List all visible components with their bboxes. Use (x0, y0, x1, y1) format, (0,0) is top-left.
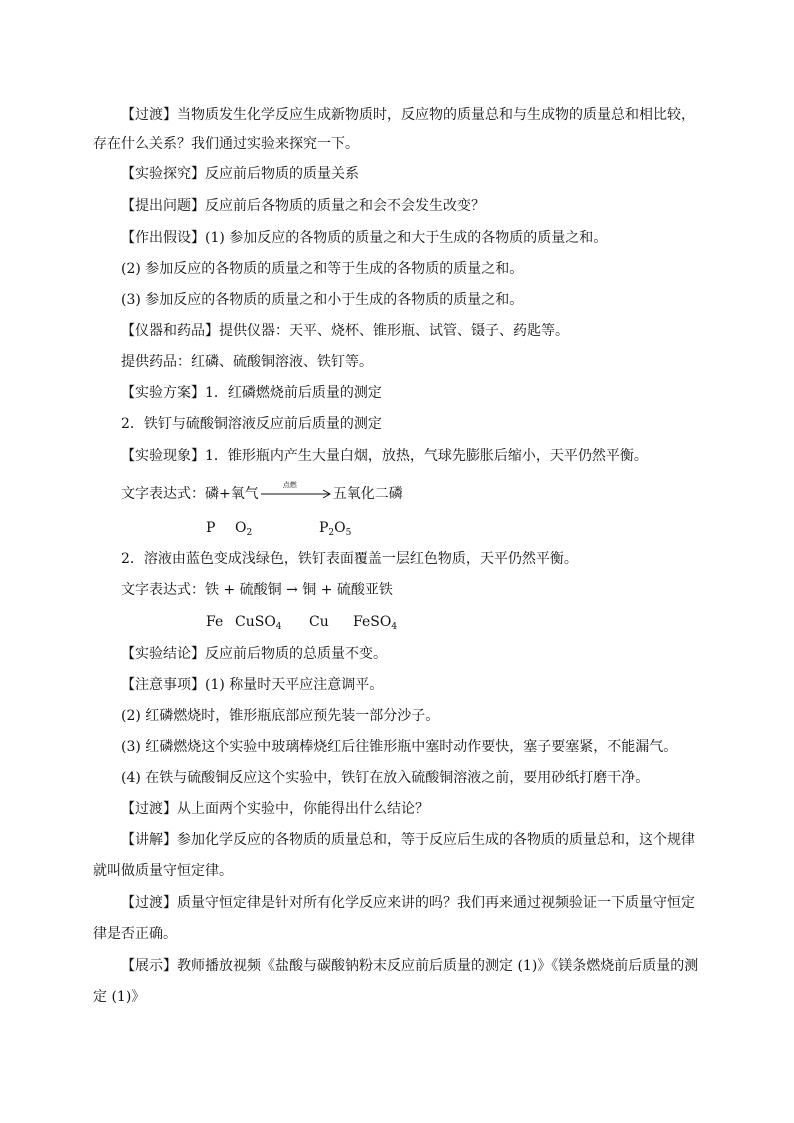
eq1-formula-p2o5 (319, 518, 351, 540)
eq1-prefix: 文字表达式： (121, 486, 205, 502)
eq2-formula-fe: Fe (206, 614, 224, 630)
cuso4-base: CuSO (235, 614, 276, 630)
display: 【展示】教师播放视频《盐酸与碳酸钠粉末反应前后质量的测定 (1)》《镁条燃烧前后质量的测 (121, 958, 699, 974)
explanation: 【讲解】参加化学反应的各物质的质量总和，等于反应后生成的各物质的质量总和，这个规律 (121, 832, 695, 848)
paragraph-transition-1: 【过渡】当物质发生化学反应生成新物质时，反应物的质量总和与生成物的质量总和相比较， (121, 107, 695, 123)
p2-base: P (319, 520, 329, 536)
paragraph-transition-1-cont: 存在什么关系？我们通过实验来探究一下。 (93, 136, 359, 152)
hypothesis-1: 【作出假设】(1) 参加反应的各物质的质量之和大于生成的各物质的质量之和。 (121, 230, 608, 246)
note-3: (3) 红磷燃烧这个实验中玻璃棒烧红后往锥形瓶中塞时动作要快，塞子要塞紧，不能漏气。 (121, 739, 678, 755)
o5-sub: 5 (345, 528, 352, 538)
phenomenon-2: 2．溶液由蓝色变成浅绿色，铁钉表面覆盖一层红色物质，天平仍然平衡。 (121, 551, 578, 567)
plan-2: 2．铁钉与硫酸铜溶液反应前后质量的测定 (121, 416, 382, 432)
word-equation-2: 文字表达式：铁 + 硫酸铜 → 铜 + 硫酸亚铁 (121, 582, 393, 598)
hypothesis-2: (2) 参加反应的各物质的质量之和等于生成的各物质的质量之和。 (121, 261, 524, 277)
conclusion: 【实验结论】反应前后物质的总质量不变。 (121, 646, 387, 662)
note-1: 【注意事项】(1) 称量时天平应注意调平。 (121, 677, 384, 693)
eq1-condition: 点燃 (282, 481, 297, 489)
eq2-formula-cu: Cu (309, 614, 329, 630)
arrow-icon (259, 484, 333, 504)
o5-base: O (334, 520, 346, 536)
cuso4-sub: 4 (275, 622, 282, 632)
plan-1: 【实验方案】1．红磷燃烧前后质量的测定 (121, 385, 382, 401)
eq2-formula-cuso4 (235, 612, 282, 634)
display-cont: 定 (1)》 (93, 989, 146, 1005)
o2-base: O (235, 520, 247, 536)
reaction-arrow (259, 481, 333, 504)
eq1-formula-o2 (235, 518, 252, 540)
feso4-sub: 4 (391, 622, 398, 632)
note-2: (2) 红磷燃烧时，锥形瓶底部应预先装一部分沙子。 (121, 708, 440, 724)
transition-2: 【过渡】从上面两个实验中，你能得出什么结论？ (121, 801, 429, 817)
heading-experiment-inquiry: 【实验探究】反应前后物质的质量关系 (121, 166, 359, 182)
word-equation-1 (121, 481, 403, 504)
phenomenon-1: 【实验现象】1．锥形瓶内产生大量白烟，放热，气球先膨胀后缩小，天平仍然平衡。 (121, 448, 648, 464)
explanation-cont: 就叫做质量守恒定律。 (93, 863, 233, 879)
feso4-base: FeSO (353, 614, 392, 630)
transition-3: 【过渡】质量守恒定律是针对所有化学反应来讲的吗？我们再来通过视频验证一下质量守恒定 (121, 895, 695, 911)
eq1-formula-p: P (206, 520, 216, 536)
transition-3-cont: 律是否正确。 (93, 926, 177, 942)
o2-sub: 2 (246, 528, 253, 538)
eq1-product: 五氧化二磷 (332, 486, 403, 502)
note-4: (4) 在铁与硫酸铜反应这个实验中，铁钉在放入硫酸铜溶液之前，要用砂纸打磨干净。 (121, 770, 650, 786)
instruments: 【仪器和药品】提供仪器：天平、烧杯、锥形瓶、试管、镊子、药匙等。 (121, 323, 569, 339)
p2-sub: 2 (328, 528, 335, 538)
eq1-reactants: 磷+氧气 (205, 486, 259, 502)
heading-raise-question: 【提出问题】反应前后各物质的质量之和会不会发生改变？ (121, 198, 485, 214)
eq2-formula-feso4 (353, 612, 397, 634)
hypothesis-3: (3) 参加反应的各物质的质量之和小于生成的各物质的质量之和。 (121, 292, 524, 308)
reagents: 提供药品：红磷、硫酸铜溶液、铁钉等。 (121, 354, 373, 370)
